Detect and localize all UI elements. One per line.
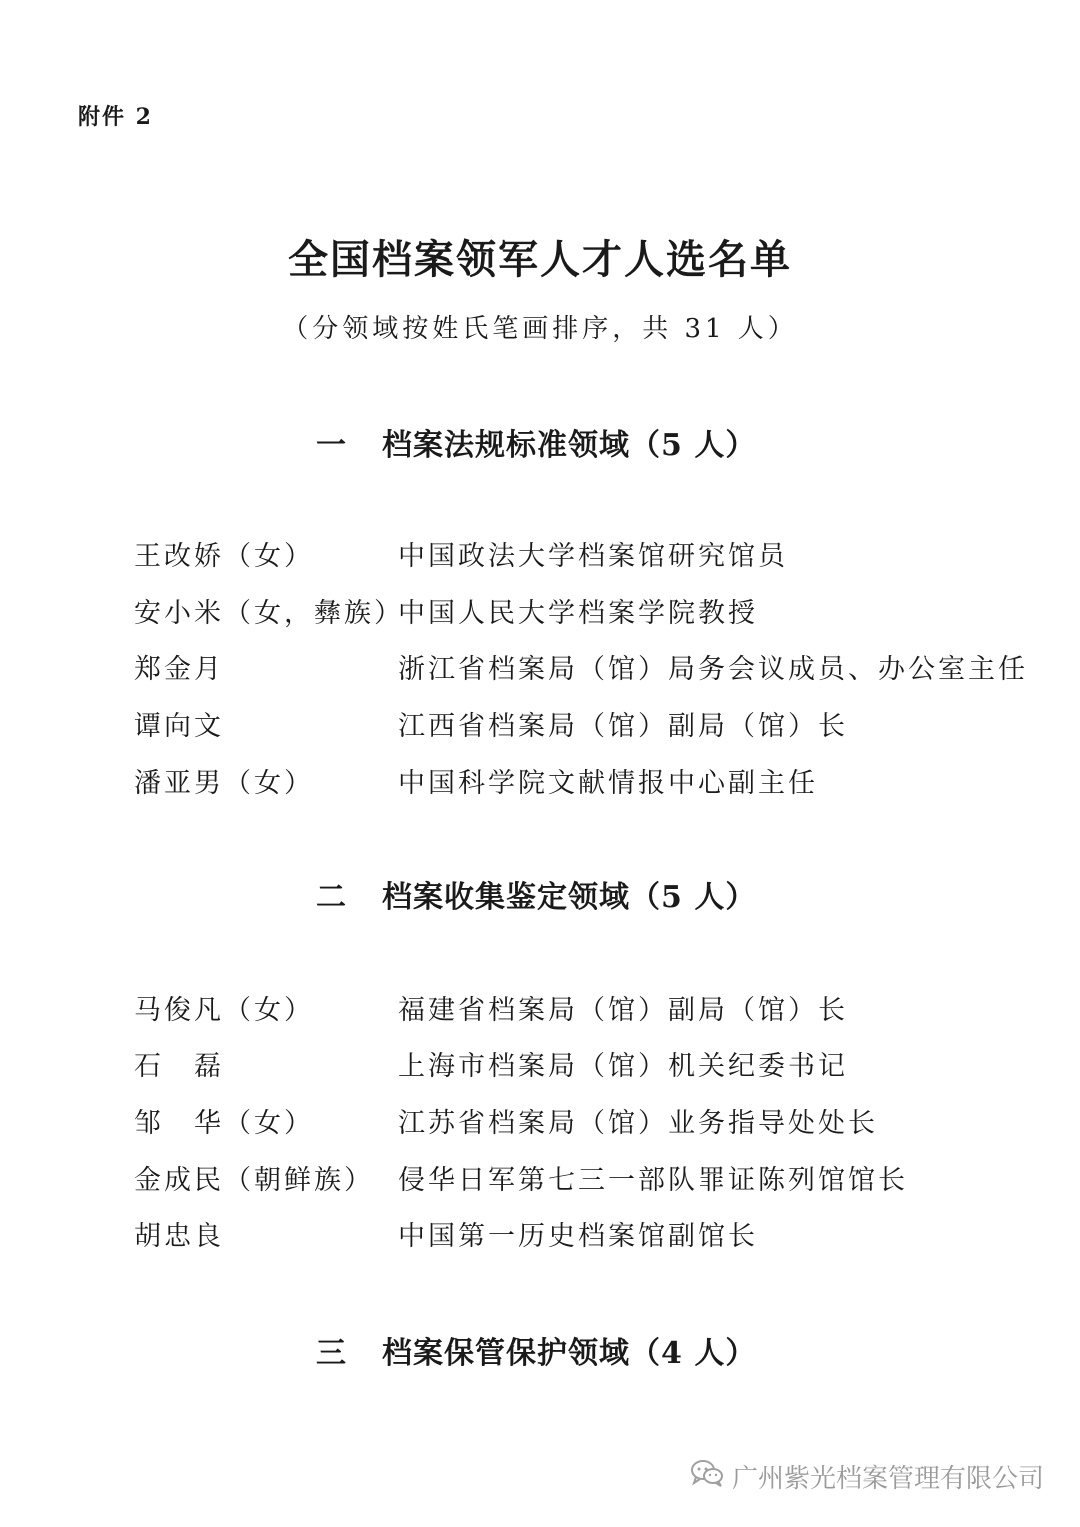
list-item — [0, 1044, 1080, 1084]
list-item — [0, 1101, 1080, 1141]
person-position: 侵华日军第七三一部队罪证陈列馆馆长 — [398, 1165, 908, 1196]
list-item — [0, 1214, 1080, 1254]
person-name: 王改娇（女） — [134, 541, 314, 572]
section-name: 档案法规标准领域（5 人） — [382, 428, 757, 463]
person-name: 邹 华（女） — [134, 1108, 314, 1139]
page-subtitle: （分领域按姓氏笔画排序，共 31 人） — [282, 314, 798, 344]
person-position: 江西省档案局（馆）副局（馆）长 — [398, 711, 848, 742]
person-position: 浙江省档案局（馆）局务会议成员、办公室主任 — [398, 654, 1028, 685]
person-name: 郑金月 — [134, 654, 224, 685]
list-item — [0, 1158, 1080, 1198]
person-name: 潘亚男（女） — [134, 768, 314, 799]
person-position: 上海市档案局（馆）机关纪委书记 — [398, 1051, 848, 1082]
page-title: 全国档案领军人才人选名单 — [288, 236, 792, 283]
list-item — [0, 591, 1080, 631]
person-position: 中国政法大学档案馆研究馆员 — [398, 541, 788, 572]
person-position: 中国第一历史档案馆副馆长 — [398, 1221, 758, 1252]
section-name: 档案收集鉴定领域（5 人） — [382, 880, 757, 915]
list-item — [0, 761, 1080, 801]
section-heading-1 — [316, 420, 756, 464]
list-item — [0, 704, 1080, 744]
person-name: 马俊凡（女） — [134, 995, 314, 1026]
section-name: 档案保管保护领域（4 人） — [382, 1336, 757, 1371]
person-name: 安小米（女，彝族） — [134, 598, 404, 629]
person-name: 谭向文 — [134, 711, 224, 742]
section-number: 二 — [316, 880, 346, 915]
person-name: 金成民（朝鲜族） — [134, 1165, 374, 1196]
wechat-icon — [690, 1458, 724, 1495]
section-heading-2 — [316, 872, 756, 916]
person-name: 石 磊 — [134, 1051, 224, 1082]
section-number: 一 — [316, 428, 346, 463]
watermark — [690, 1458, 1044, 1495]
section-heading-3 — [316, 1328, 756, 1372]
person-position: 中国科学院文献情报中心副主任 — [398, 768, 818, 799]
section-number: 三 — [316, 1336, 346, 1371]
person-position: 中国人民大学档案学院教授 — [398, 598, 758, 629]
list-item — [0, 534, 1080, 574]
list-item — [0, 647, 1080, 687]
watermark-text: 广州紫光档案管理有限公司 — [731, 1464, 1044, 1494]
list-item — [0, 988, 1080, 1028]
person-position: 福建省档案局（馆）副局（馆）长 — [398, 995, 848, 1026]
attachment-label: 附件 2 — [78, 104, 153, 130]
person-position: 江苏省档案局（馆）业务指导处处长 — [398, 1108, 878, 1139]
person-name: 胡忠良 — [134, 1221, 224, 1252]
